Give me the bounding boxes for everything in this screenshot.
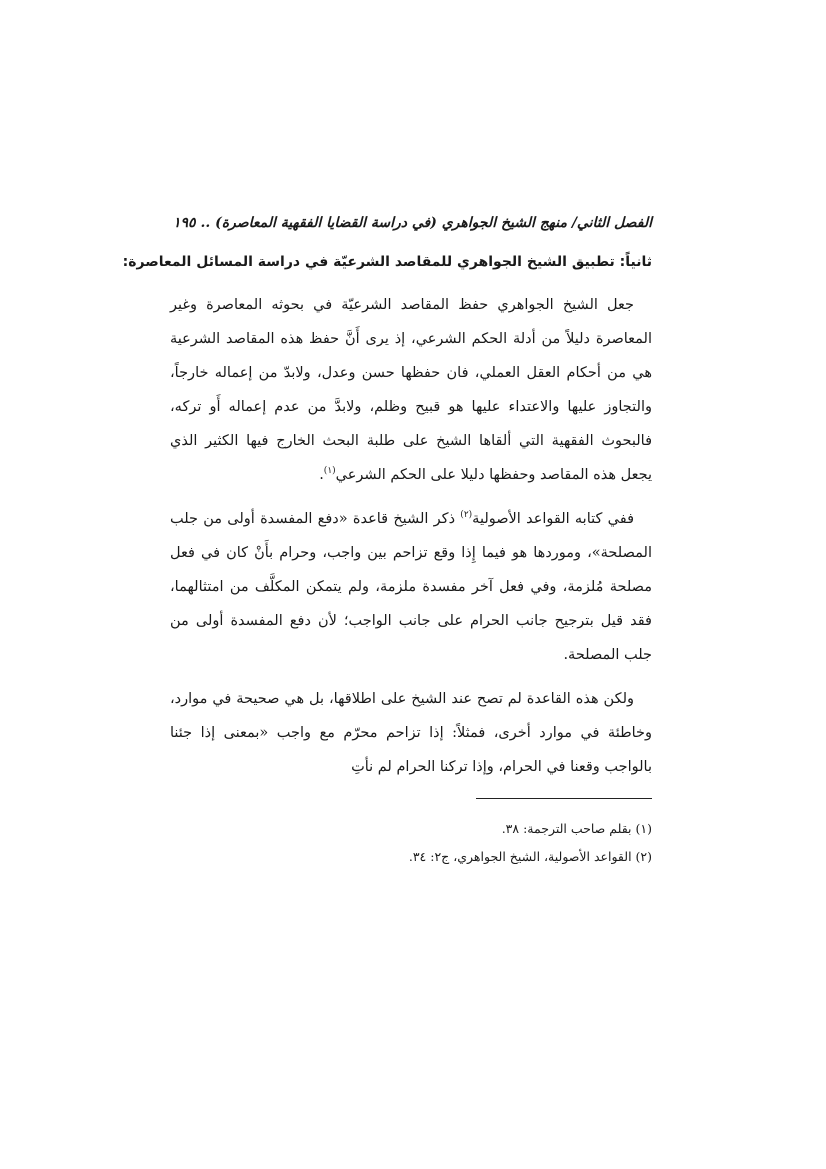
footnote-1: (١) بقلم صاحب الترجمة: ٣٨. xyxy=(501,821,652,836)
paragraph-2-text-after: ذكر الشيخ قاعدة «دفع المفسدة أولى من جلب المصلحة»، وموردها هو فيما إِذا وقع تزاحم بين واجب، وحرام بأَنْ كان في فعل مصلحة مُلزمة، وفي فعل آخر مفسدة ملزمة، ولم يتمكن المكلَّف من امتثالهما، فقد قيل بترجيح جانب الحرام على جانب الواجب؛ لأن دفع المفسدة أولى من جلب المصلحة. xyxy=(170,511,652,663)
paragraph-2-text-before: ففي كتابه القواعد الأصولية xyxy=(472,511,635,527)
running-header: الفصل الثاني/ منهج الشيخ الجواهري (في دراسة القضايا الفقهية المعاصرة) .. ١٩٥ xyxy=(173,215,652,231)
footnote-divider xyxy=(476,798,652,799)
section-heading: ثانياً: تطبيق الشيخ الجواهري للمقاصد الشرعيّة في دراسة المسائل المعاصرة: xyxy=(122,254,652,270)
paragraph-1 xyxy=(170,288,652,492)
book-page xyxy=(122,200,652,871)
paragraph-3: ولكن هذه القاعدة لم تصح عند الشيخ على اطلاقها، بل هي صحيحة في موارد، وخاطئة في موارد أخرى، فمثلاً: إذا تزاحم محرّم مع واجب «بمعنى إذا جئنا بالواجب وقعنا في الحرام، وإذا تركنا الحرام لم نأتِ xyxy=(170,691,652,775)
paragraph-2 xyxy=(170,502,652,672)
footnote-2: (٢) القواعد الأصولية، الشيخ الجواهري، ج٢: ٣٤. xyxy=(408,849,652,864)
paragraph-1-text: جعل الشيخ الجواهري حفظ المقاصد الشرعيّة في بحوثه المعاصرة وغير المعاصرة دليلاً من أدلة الحكم الشرعي، إذ يرى أَنَّ حفظ هذه المقاصد الشرعية هي من أحكام العقل العملي، فان حفظها حسن وعدل، ولابدّ من إعماله خارجاً، والتجاوز عليها والاعتداء عليها هو قبيح وظلم، ولابدَّ من عدم إعماله أَو تركه، فالبحوث الفقهية التي ألقاها الشيخ على طلبة البحث الخارج فيها الكثير الذي يجعل هذه المقاصد وحفظها دليلا على الحكم الشرعي xyxy=(170,297,652,483)
footnote-ref-1: (١) xyxy=(323,466,336,477)
paragraph-1-tail: . xyxy=(319,467,324,483)
footnote-ref-2: (٢) xyxy=(460,510,473,521)
